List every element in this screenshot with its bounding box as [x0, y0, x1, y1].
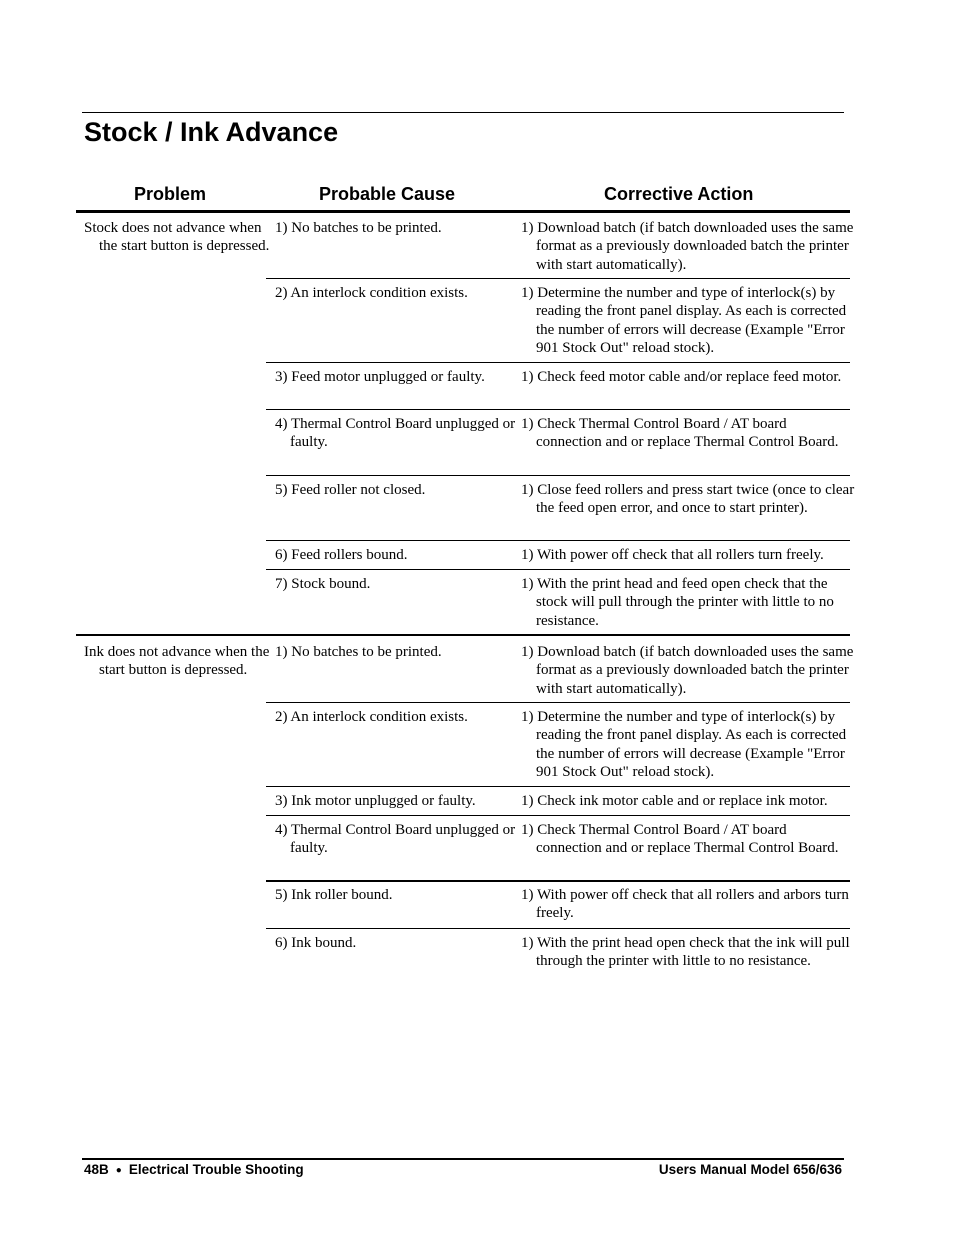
- bullet-icon: ●: [115, 1165, 122, 1176]
- problem-ink: Ink does not advance when the start button is depressed.: [84, 644, 270, 679]
- cause-stock-6: 6) Feed rollers bound.: [275, 547, 408, 563]
- header-problem: Problem: [134, 184, 207, 204]
- action-ink-1: 1) Download batch (if batch downloaded uses the same format as a previously downloaded batch the printer with start automatically).: [521, 644, 854, 697]
- action-stock-4: 1) Check Thermal Control Board / AT board connection and or replace Thermal Control Board.: [521, 416, 839, 451]
- row-divider: [266, 786, 850, 787]
- action-stock-3: 1) Check feed motor cable and/or replace feed motor.: [521, 369, 842, 385]
- row-divider: [266, 815, 850, 816]
- action-ink-6: 1) With the print head open check that the ink will pull through the printer with little to no resistance.: [521, 935, 850, 970]
- cause-stock-3: 3) Feed motor unplugged or faulty.: [275, 369, 485, 385]
- row-divider: [266, 540, 850, 541]
- cause-stock-2: 2) An interlock condition exists.: [275, 285, 468, 301]
- action-stock-5: 1) Close feed rollers and press start twice (once to clear the feed open error, and once to start printer).: [521, 482, 855, 517]
- footer-section: Electrical Trouble Shooting: [128, 1162, 304, 1177]
- cause-stock-7: 7) Stock bound.: [275, 576, 371, 592]
- row-divider: [266, 928, 850, 929]
- row-divider: [266, 409, 850, 410]
- row-divider: [266, 362, 850, 363]
- table-header: [76, 182, 849, 210]
- footer-page-number: 48B: [84, 1162, 109, 1177]
- header-probable-cause: Probable Cause: [319, 184, 456, 204]
- action-stock-1: 1) Download batch (if batch downloaded uses the same format as a previously downloaded batch the printer with start automatically).: [521, 220, 854, 273]
- group-divider: [76, 634, 850, 636]
- cause-stock-1: 1) No batches to be printed.: [275, 220, 442, 236]
- action-stock-7: 1) With the print head and feed open check that the stock will pull through the printer with little to no resistance.: [521, 576, 834, 629]
- cause-ink-6: 6) Ink bound.: [275, 935, 357, 951]
- row-divider: [266, 702, 850, 703]
- cause-ink-3: 3) Ink motor unplugged or faulty.: [275, 793, 476, 809]
- action-ink-4: 1) Check Thermal Control Board / AT board connection and or replace Thermal Control Board.: [521, 822, 839, 857]
- row-divider: [266, 569, 850, 570]
- page-title: Stock / Ink Advance: [84, 117, 339, 147]
- cause-ink-5: 5) Ink roller bound.: [275, 887, 393, 903]
- footer-left: [84, 1162, 304, 1177]
- header-corrective-action: Corrective Action: [604, 184, 754, 204]
- row-divider: [266, 278, 850, 279]
- footer-manual: Users Manual Model 656/636: [658, 1162, 842, 1177]
- cause-stock-5: 5) Feed roller not closed.: [275, 482, 426, 498]
- row-divider: [266, 475, 850, 476]
- cause-ink-4: 4) Thermal Control Board unplugged or faulty.: [275, 822, 516, 857]
- problem-stock: Stock does not advance when the start button is depressed.: [84, 220, 270, 255]
- action-stock-2: 1) Determine the number and type of interlock(s) by reading the front panel display. As each is corrected the number of errors will decrease (Example "Error 901 Stock Out" reload stock).: [521, 285, 847, 357]
- cause-stock-4: 4) Thermal Control Board unplugged or faulty.: [275, 416, 516, 451]
- cause-ink-1: 1) No batches to be printed.: [275, 644, 442, 660]
- action-stock-6: 1) With power off check that all rollers turn freely.: [521, 547, 824, 563]
- cause-ink-2: 2) An interlock condition exists.: [275, 709, 468, 725]
- header-rule: [76, 210, 850, 213]
- action-ink-5: 1) With power off check that all rollers and arbors turn freely.: [521, 887, 849, 922]
- top-rule: [82, 112, 844, 113]
- row-divider: [266, 880, 850, 882]
- footer-rule: [82, 1158, 844, 1160]
- action-ink-2: 1) Determine the number and type of interlock(s) by reading the front panel display. As each is corrected the number of errors will decrease (Example "Error 901 Stock Out" reload stock).: [521, 709, 847, 781]
- action-ink-3: 1) Check ink motor cable and or replace ink motor.: [521, 793, 828, 809]
